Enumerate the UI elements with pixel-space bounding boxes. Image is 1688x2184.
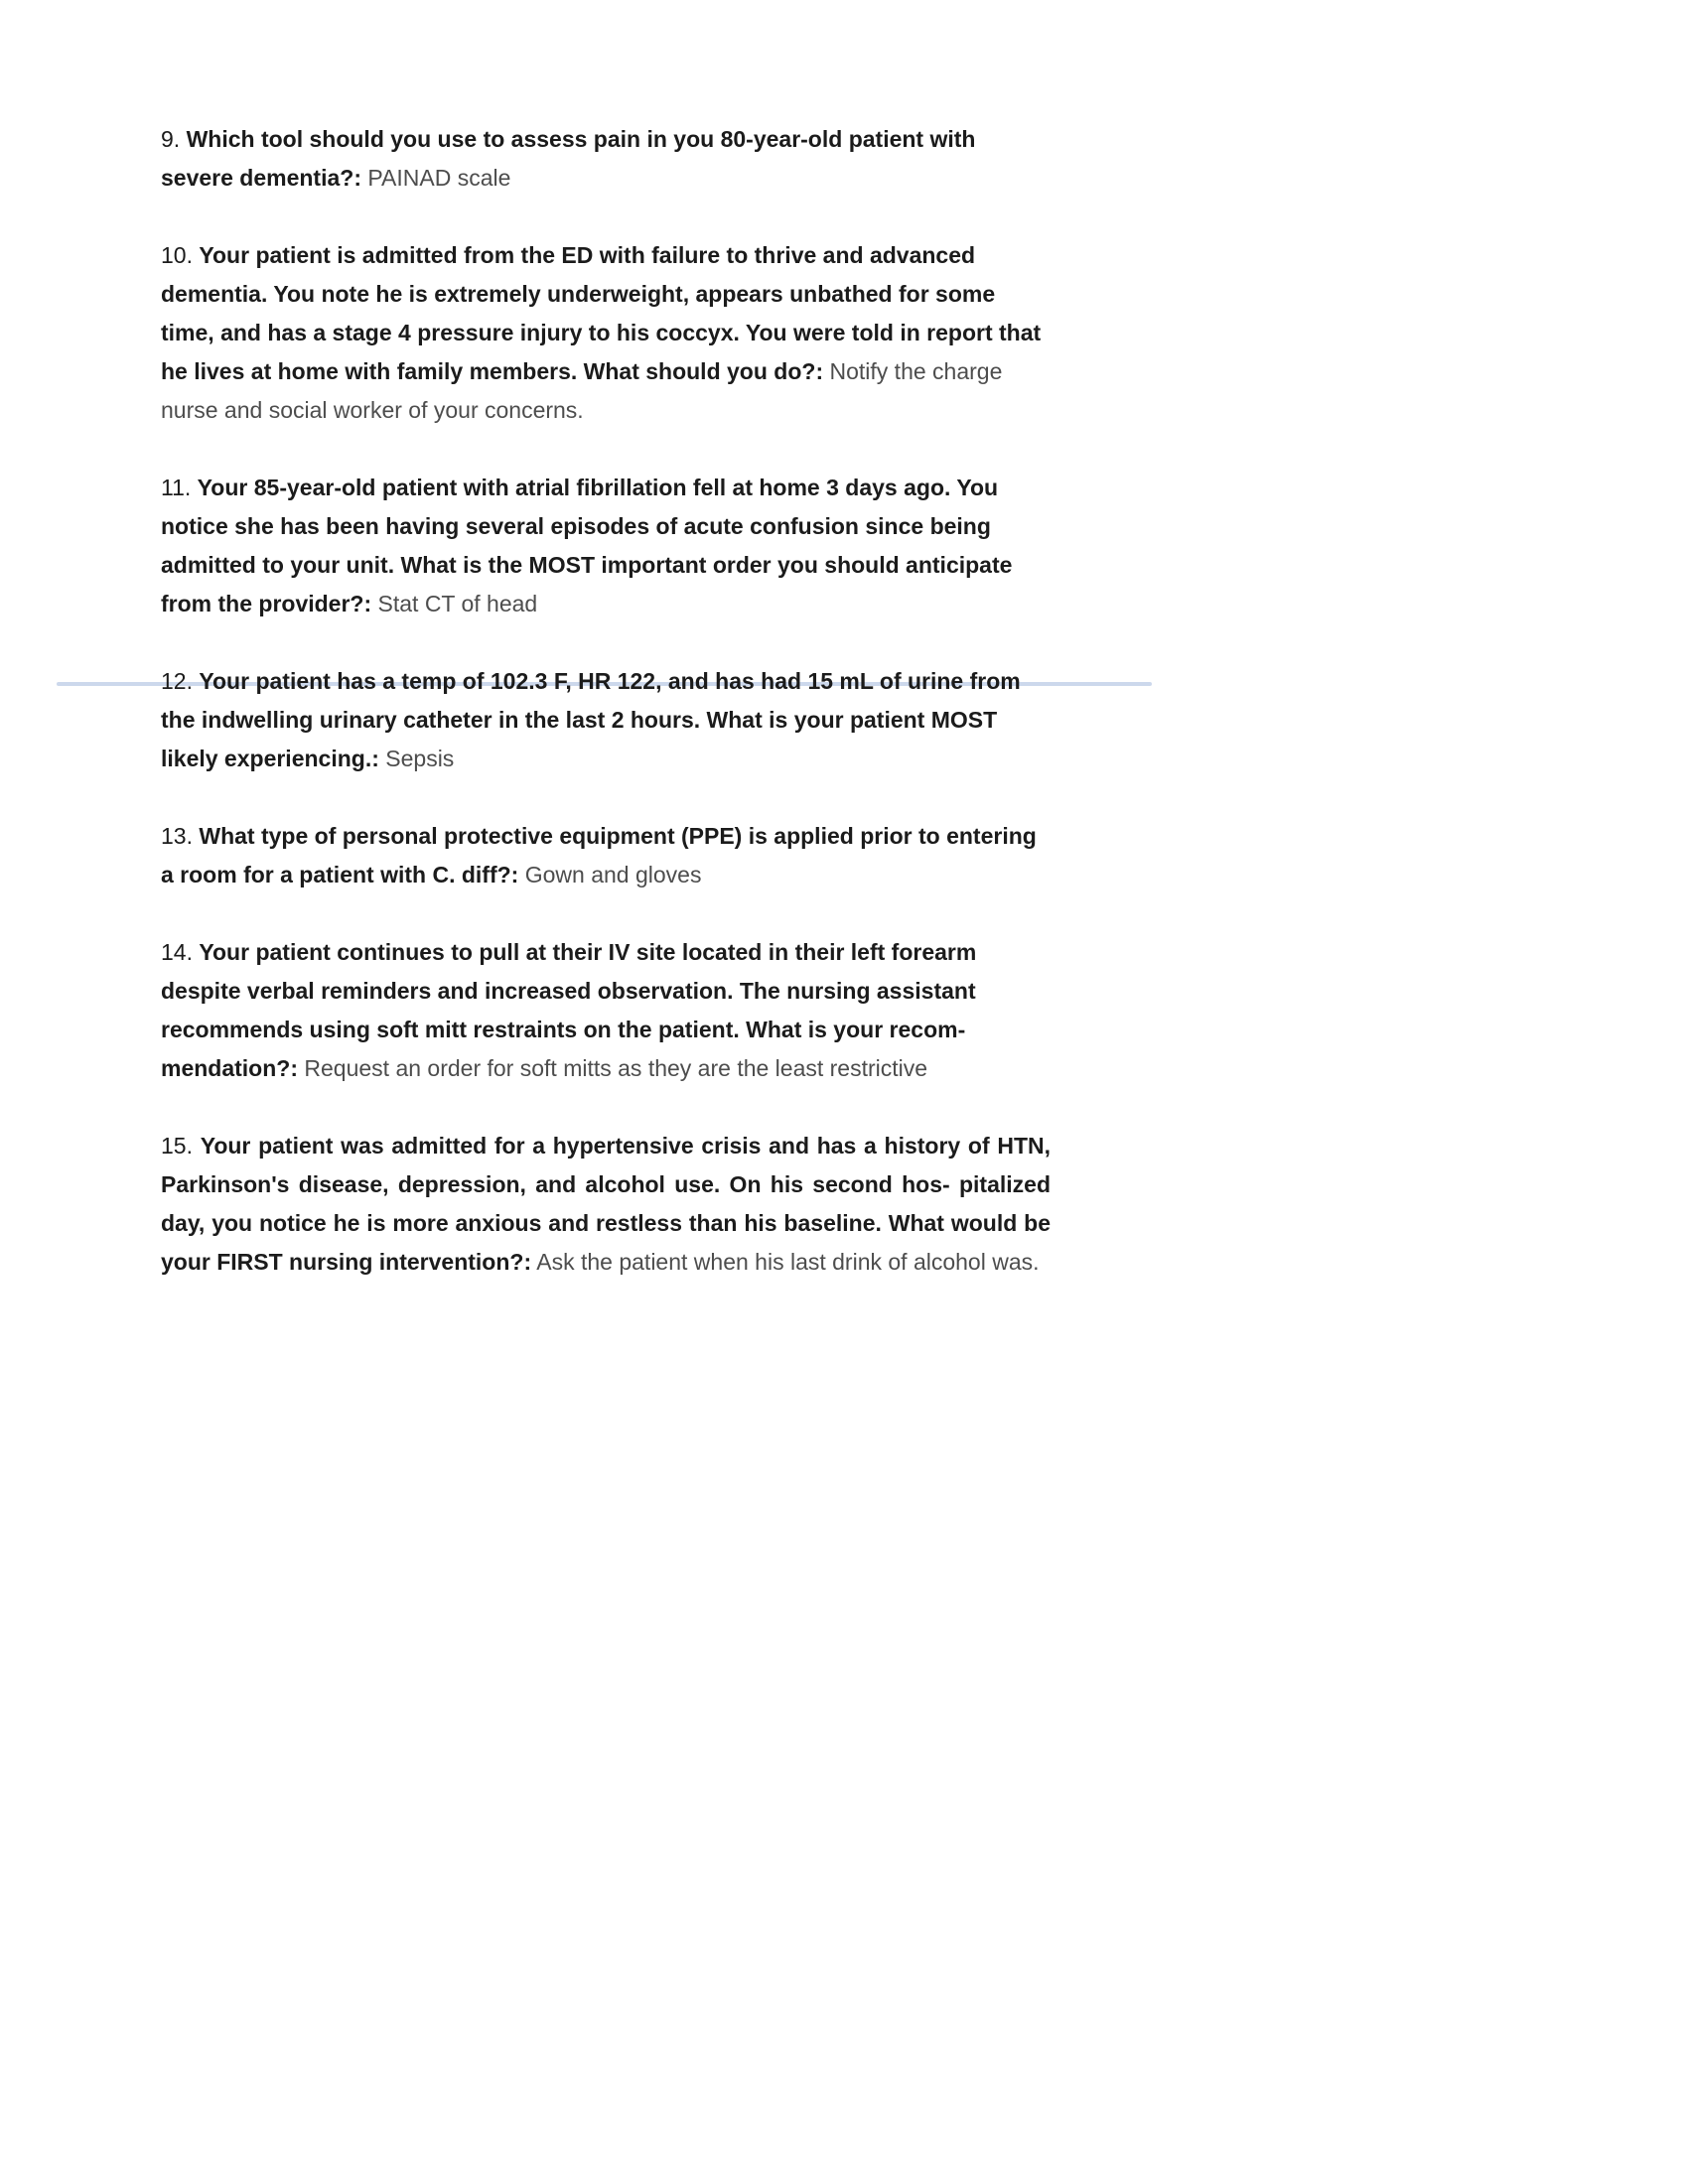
question-text: Your patient is admitted from the ED with failure to thrive and advanced dementia. You note he is extremely underweight, appears unbathed for some time, and has a stage 4 pressure injury to his coccyx. You were told in report that he lives at home with family members. What should you do?: (161, 242, 1042, 384)
answer-text: Notify the charge nurse and social worker of your concerns. (161, 358, 1003, 423)
question-text: Your patient was admitted for a hypertensive crisis and has a history of HTN, Parkinson's disease, depression, and alcohol use. On his second hos- pitalized day, you notice he is more anxious and restless than his baseline. What would be your FIRST nursing intervention?: (161, 1133, 1051, 1275)
qa-item (161, 236, 1051, 430)
question-text: Which tool should you use to assess pain in you 80-year-old patient with severe dementia?: (161, 126, 976, 191)
qa-item (161, 662, 1051, 778)
answer-text: Gown and gloves (524, 862, 702, 887)
question-text: Your patient continues to pull at their IV site located in their left forearm despite verbal reminders and increased observation. The nursing assistant recommends using soft mitt restraints on the patient. What is your recom- mendation?: (161, 939, 977, 1081)
question-number: 13. (161, 823, 193, 849)
answer-text: Stat CT of head (377, 591, 538, 616)
question-number: 14. (161, 939, 193, 965)
question-number: 12. (161, 668, 193, 694)
qa-item (161, 817, 1051, 894)
question-text: Your patient has a temp of 102.3 F, HR 122, and has had 15 mL of urine from the indwelling urinary catheter in the last 2 hours. What is your patient MOST likely experiencing.: (161, 668, 1021, 771)
answer-text: Request an order for soft mitts as they are the least restrictive (304, 1055, 928, 1081)
qa-item (161, 1127, 1051, 1282)
qa-item (161, 469, 1051, 623)
answer-text: Sepsis (385, 746, 455, 771)
question-number: 9. (161, 126, 181, 152)
question-number: 11. (161, 475, 192, 500)
question-text: What type of personal protective equipment (PPE) is applied prior to entering a room for a patient with C. diff?: (161, 823, 1037, 887)
answer-text: PAINAD scale (367, 165, 511, 191)
qa-item (161, 933, 1051, 1088)
question-number: 15. (161, 1133, 193, 1159)
qa-item (161, 120, 1051, 198)
answer-text: Ask the patient when his last drink of alcohol was. (536, 1249, 1040, 1275)
question-number: 10. (161, 242, 193, 268)
question-text: Your 85-year-old patient with atrial fibrillation fell at home 3 days ago. You notice she has been having several episodes of acute confusion since being admitted to your unit. What is the MOST important order you should anticipate from the provider?: (161, 475, 1013, 616)
qa-list (161, 120, 1051, 1320)
